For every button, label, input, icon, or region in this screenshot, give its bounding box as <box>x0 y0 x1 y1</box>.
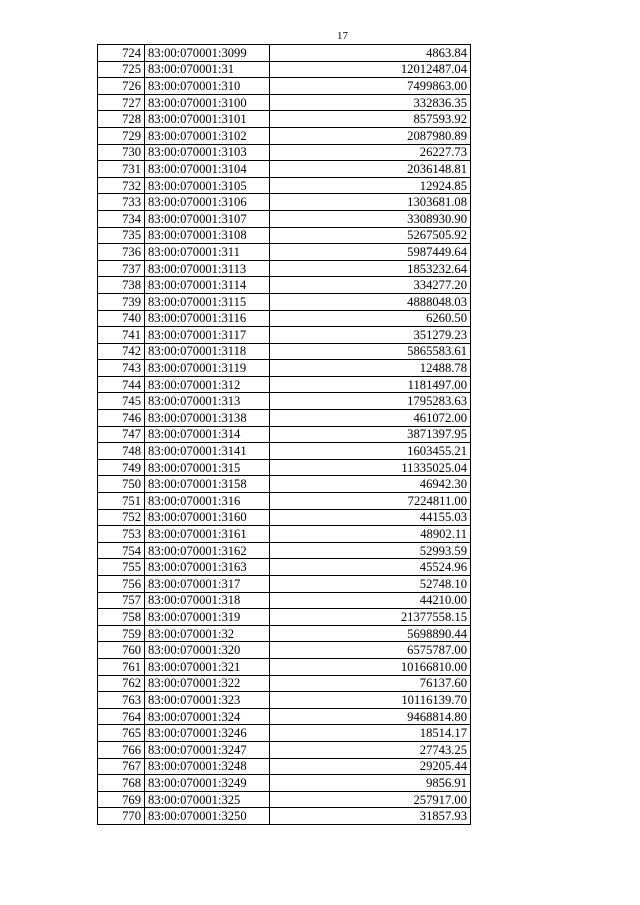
cadastral-number-cell: 83:00:070001:3105 <box>145 177 270 194</box>
cadastral-value-cell: 4888048.03 <box>270 293 471 310</box>
row-number-cell: 762 <box>98 675 145 692</box>
table-row <box>98 791 471 808</box>
table-row <box>98 227 471 244</box>
cadastral-number-cell: 83:00:070001:3161 <box>145 526 270 543</box>
cadastral-value-cell: 76137.60 <box>270 675 471 692</box>
table-row <box>98 343 471 360</box>
cadastral-number-cell: 83:00:070001:315 <box>145 459 270 476</box>
table-row <box>98 360 471 377</box>
cadastral-value-cell: 3871397.95 <box>270 426 471 443</box>
cadastral-value-cell: 1853232.64 <box>270 260 471 277</box>
cadastral-value-cell: 1303681.08 <box>270 194 471 211</box>
cadastral-value-cell: 48902.11 <box>270 526 471 543</box>
table-row <box>98 725 471 742</box>
row-number-cell: 741 <box>98 327 145 344</box>
table-row <box>98 708 471 725</box>
cadastral-value-cell: 31857.93 <box>270 808 471 825</box>
row-number-cell: 764 <box>98 708 145 725</box>
cadastral-value-cell: 3308930.90 <box>270 210 471 227</box>
table-row <box>98 476 471 493</box>
cadastral-number-cell: 83:00:070001:320 <box>145 642 270 659</box>
cadastral-value-cell: 6575787.00 <box>270 642 471 659</box>
cadastral-number-cell: 83:00:070001:3100 <box>145 94 270 111</box>
row-number-cell: 732 <box>98 177 145 194</box>
cadastral-value-cell: 461072.00 <box>270 410 471 427</box>
page-number: 17 <box>337 30 348 42</box>
cadastral-value-cell: 5987449.64 <box>270 244 471 261</box>
cadastral-number-cell: 83:00:070001:3114 <box>145 277 270 294</box>
table-row <box>98 161 471 178</box>
cadastral-value-cell: 9468814.80 <box>270 708 471 725</box>
row-number-cell: 747 <box>98 426 145 443</box>
cadastral-number-cell: 83:00:070001:3106 <box>145 194 270 211</box>
row-number-cell: 755 <box>98 559 145 576</box>
row-number-cell: 730 <box>98 144 145 161</box>
cadastral-number-cell: 83:00:070001:31 <box>145 61 270 78</box>
table-row <box>98 293 471 310</box>
cadastral-number-cell: 83:00:070001:3099 <box>145 45 270 62</box>
table-row <box>98 509 471 526</box>
cadastral-value-cell: 44210.00 <box>270 592 471 609</box>
cadastral-value-cell: 7499863.00 <box>270 78 471 95</box>
cadastral-value-cell: 7224811.00 <box>270 493 471 510</box>
table-row <box>98 177 471 194</box>
table-row <box>98 327 471 344</box>
row-number-cell: 731 <box>98 161 145 178</box>
table-row <box>98 658 471 675</box>
cadastral-number-cell: 83:00:070001:3118 <box>145 343 270 360</box>
row-number-cell: 724 <box>98 45 145 62</box>
row-number-cell: 728 <box>98 111 145 128</box>
table-row <box>98 775 471 792</box>
cadastral-number-cell: 83:00:070001:322 <box>145 675 270 692</box>
cadastral-number-cell: 83:00:070001:3113 <box>145 260 270 277</box>
cadastral-number-cell: 83:00:070001:317 <box>145 576 270 593</box>
row-number-cell: 729 <box>98 127 145 144</box>
table-row <box>98 542 471 559</box>
cadastral-value-cell: 5865583.61 <box>270 343 471 360</box>
cadastral-value-cell: 351279.23 <box>270 327 471 344</box>
cadastral-value-cell: 9856.91 <box>270 775 471 792</box>
row-number-cell: 742 <box>98 343 145 360</box>
table-row <box>98 675 471 692</box>
cadastral-value-cell: 332836.35 <box>270 94 471 111</box>
table-row <box>98 459 471 476</box>
table-row <box>98 127 471 144</box>
table-row <box>98 94 471 111</box>
row-number-cell: 736 <box>98 244 145 261</box>
row-number-cell: 768 <box>98 775 145 792</box>
cadastral-number-cell: 83:00:070001:3101 <box>145 111 270 128</box>
row-number-cell: 739 <box>98 293 145 310</box>
row-number-cell: 754 <box>98 542 145 559</box>
cadastral-number-cell: 83:00:070001:3163 <box>145 559 270 576</box>
table-row <box>98 210 471 227</box>
row-number-cell: 760 <box>98 642 145 659</box>
cadastral-value-cell: 1603455.21 <box>270 443 471 460</box>
cadastral-value-cell: 18514.17 <box>270 725 471 742</box>
row-number-cell: 727 <box>98 94 145 111</box>
cadastral-number-cell: 83:00:070001:313 <box>145 393 270 410</box>
row-number-cell: 726 <box>98 78 145 95</box>
cadastral-number-cell: 83:00:070001:3119 <box>145 360 270 377</box>
cadastral-number-cell: 83:00:070001:3158 <box>145 476 270 493</box>
table-row <box>98 609 471 626</box>
table-row <box>98 78 471 95</box>
cadastral-number-cell: 83:00:070001:3117 <box>145 327 270 344</box>
row-number-cell: 746 <box>98 410 145 427</box>
cadastral-value-table <box>97 44 471 825</box>
cadastral-value-cell: 11335025.04 <box>270 459 471 476</box>
cadastral-value-cell: 52748.10 <box>270 576 471 593</box>
table-row <box>98 111 471 128</box>
table-row <box>98 61 471 78</box>
cadastral-number-cell: 83:00:070001:3116 <box>145 310 270 327</box>
row-number-cell: 766 <box>98 741 145 758</box>
row-number-cell: 748 <box>98 443 145 460</box>
row-number-cell: 769 <box>98 791 145 808</box>
cadastral-value-cell: 26227.73 <box>270 144 471 161</box>
row-number-cell: 743 <box>98 360 145 377</box>
cadastral-value-cell: 52993.59 <box>270 542 471 559</box>
row-number-cell: 740 <box>98 310 145 327</box>
row-number-cell: 757 <box>98 592 145 609</box>
cadastral-number-cell: 83:00:070001:3104 <box>145 161 270 178</box>
cadastral-number-cell: 83:00:070001:3108 <box>145 227 270 244</box>
row-number-cell: 750 <box>98 476 145 493</box>
row-number-cell: 738 <box>98 277 145 294</box>
cadastral-value-cell: 10166810.00 <box>270 658 471 675</box>
cadastral-value-cell: 1795283.63 <box>270 393 471 410</box>
cadastral-number-cell: 83:00:070001:3160 <box>145 509 270 526</box>
cadastral-value-cell: 21377558.15 <box>270 609 471 626</box>
row-number-cell: 745 <box>98 393 145 410</box>
table-row <box>98 310 471 327</box>
cadastral-number-cell: 83:00:070001:3115 <box>145 293 270 310</box>
cadastral-number-cell: 83:00:070001:3248 <box>145 758 270 775</box>
table-row <box>98 376 471 393</box>
cadastral-number-cell: 83:00:070001:3102 <box>145 127 270 144</box>
cadastral-number-cell: 83:00:070001:325 <box>145 791 270 808</box>
row-number-cell: 749 <box>98 459 145 476</box>
cadastral-value-cell: 46942.30 <box>270 476 471 493</box>
cadastral-number-cell: 83:00:070001:3138 <box>145 410 270 427</box>
cadastral-value-cell: 5267505.92 <box>270 227 471 244</box>
table-row <box>98 393 471 410</box>
cadastral-value-cell: 1181497.00 <box>270 376 471 393</box>
table-row <box>98 277 471 294</box>
cadastral-number-cell: 83:00:070001:318 <box>145 592 270 609</box>
cadastral-number-cell: 83:00:070001:323 <box>145 692 270 709</box>
table-row <box>98 692 471 709</box>
cadastral-number-cell: 83:00:070001:316 <box>145 493 270 510</box>
table-row <box>98 576 471 593</box>
cadastral-number-cell: 83:00:070001:32 <box>145 625 270 642</box>
row-number-cell: 733 <box>98 194 145 211</box>
cadastral-number-cell: 83:00:070001:314 <box>145 426 270 443</box>
cadastral-number-cell: 83:00:070001:311 <box>145 244 270 261</box>
row-number-cell: 734 <box>98 210 145 227</box>
cadastral-value-cell: 4863.84 <box>270 45 471 62</box>
table-row <box>98 642 471 659</box>
row-number-cell: 765 <box>98 725 145 742</box>
row-number-cell: 756 <box>98 576 145 593</box>
cadastral-number-cell: 83:00:070001:3249 <box>145 775 270 792</box>
table-row <box>98 426 471 443</box>
cadastral-number-cell: 83:00:070001:3247 <box>145 741 270 758</box>
table-body <box>98 45 471 825</box>
table-row <box>98 194 471 211</box>
cadastral-number-cell: 83:00:070001:3107 <box>145 210 270 227</box>
cadastral-number-cell: 83:00:070001:312 <box>145 376 270 393</box>
cadastral-number-cell: 83:00:070001:3162 <box>145 542 270 559</box>
table-row <box>98 45 471 62</box>
row-number-cell: 751 <box>98 493 145 510</box>
cadastral-value-cell: 29205.44 <box>270 758 471 775</box>
table-row <box>98 526 471 543</box>
row-number-cell: 758 <box>98 609 145 626</box>
cadastral-value-cell: 10116139.70 <box>270 692 471 709</box>
cadastral-value-cell: 5698890.44 <box>270 625 471 642</box>
row-number-cell: 752 <box>98 509 145 526</box>
table-row <box>98 625 471 642</box>
cadastral-value-cell: 334277.20 <box>270 277 471 294</box>
cadastral-number-cell: 83:00:070001:321 <box>145 658 270 675</box>
cadastral-value-cell: 12924.85 <box>270 177 471 194</box>
row-number-cell: 761 <box>98 658 145 675</box>
table-row <box>98 741 471 758</box>
table-row <box>98 758 471 775</box>
cadastral-value-cell: 6260.50 <box>270 310 471 327</box>
cadastral-value-cell: 2036148.81 <box>270 161 471 178</box>
cadastral-number-cell: 83:00:070001:3141 <box>145 443 270 460</box>
row-number-cell: 737 <box>98 260 145 277</box>
cadastral-number-cell: 83:00:070001:319 <box>145 609 270 626</box>
table-row <box>98 493 471 510</box>
cadastral-value-cell: 257917.00 <box>270 791 471 808</box>
cadastral-value-cell: 12488.78 <box>270 360 471 377</box>
row-number-cell: 735 <box>98 227 145 244</box>
table-row <box>98 144 471 161</box>
table-row <box>98 410 471 427</box>
table-row <box>98 559 471 576</box>
table-row <box>98 443 471 460</box>
row-number-cell: 767 <box>98 758 145 775</box>
cadastral-value-cell: 44155.03 <box>270 509 471 526</box>
table-row <box>98 244 471 261</box>
cadastral-value-cell: 45524.96 <box>270 559 471 576</box>
row-number-cell: 725 <box>98 61 145 78</box>
cadastral-value-cell: 27743.25 <box>270 741 471 758</box>
row-number-cell: 759 <box>98 625 145 642</box>
cadastral-value-cell: 12012487.04 <box>270 61 471 78</box>
cadastral-number-cell: 83:00:070001:324 <box>145 708 270 725</box>
table-row <box>98 592 471 609</box>
table-row <box>98 808 471 825</box>
cadastral-value-cell: 857593.92 <box>270 111 471 128</box>
row-number-cell: 763 <box>98 692 145 709</box>
row-number-cell: 744 <box>98 376 145 393</box>
cadastral-number-cell: 83:00:070001:3250 <box>145 808 270 825</box>
cadastral-number-cell: 83:00:070001:3103 <box>145 144 270 161</box>
row-number-cell: 770 <box>98 808 145 825</box>
cadastral-value-cell: 2087980.89 <box>270 127 471 144</box>
cadastral-number-cell: 83:00:070001:310 <box>145 78 270 95</box>
cadastral-number-cell: 83:00:070001:3246 <box>145 725 270 742</box>
row-number-cell: 753 <box>98 526 145 543</box>
table-row <box>98 260 471 277</box>
